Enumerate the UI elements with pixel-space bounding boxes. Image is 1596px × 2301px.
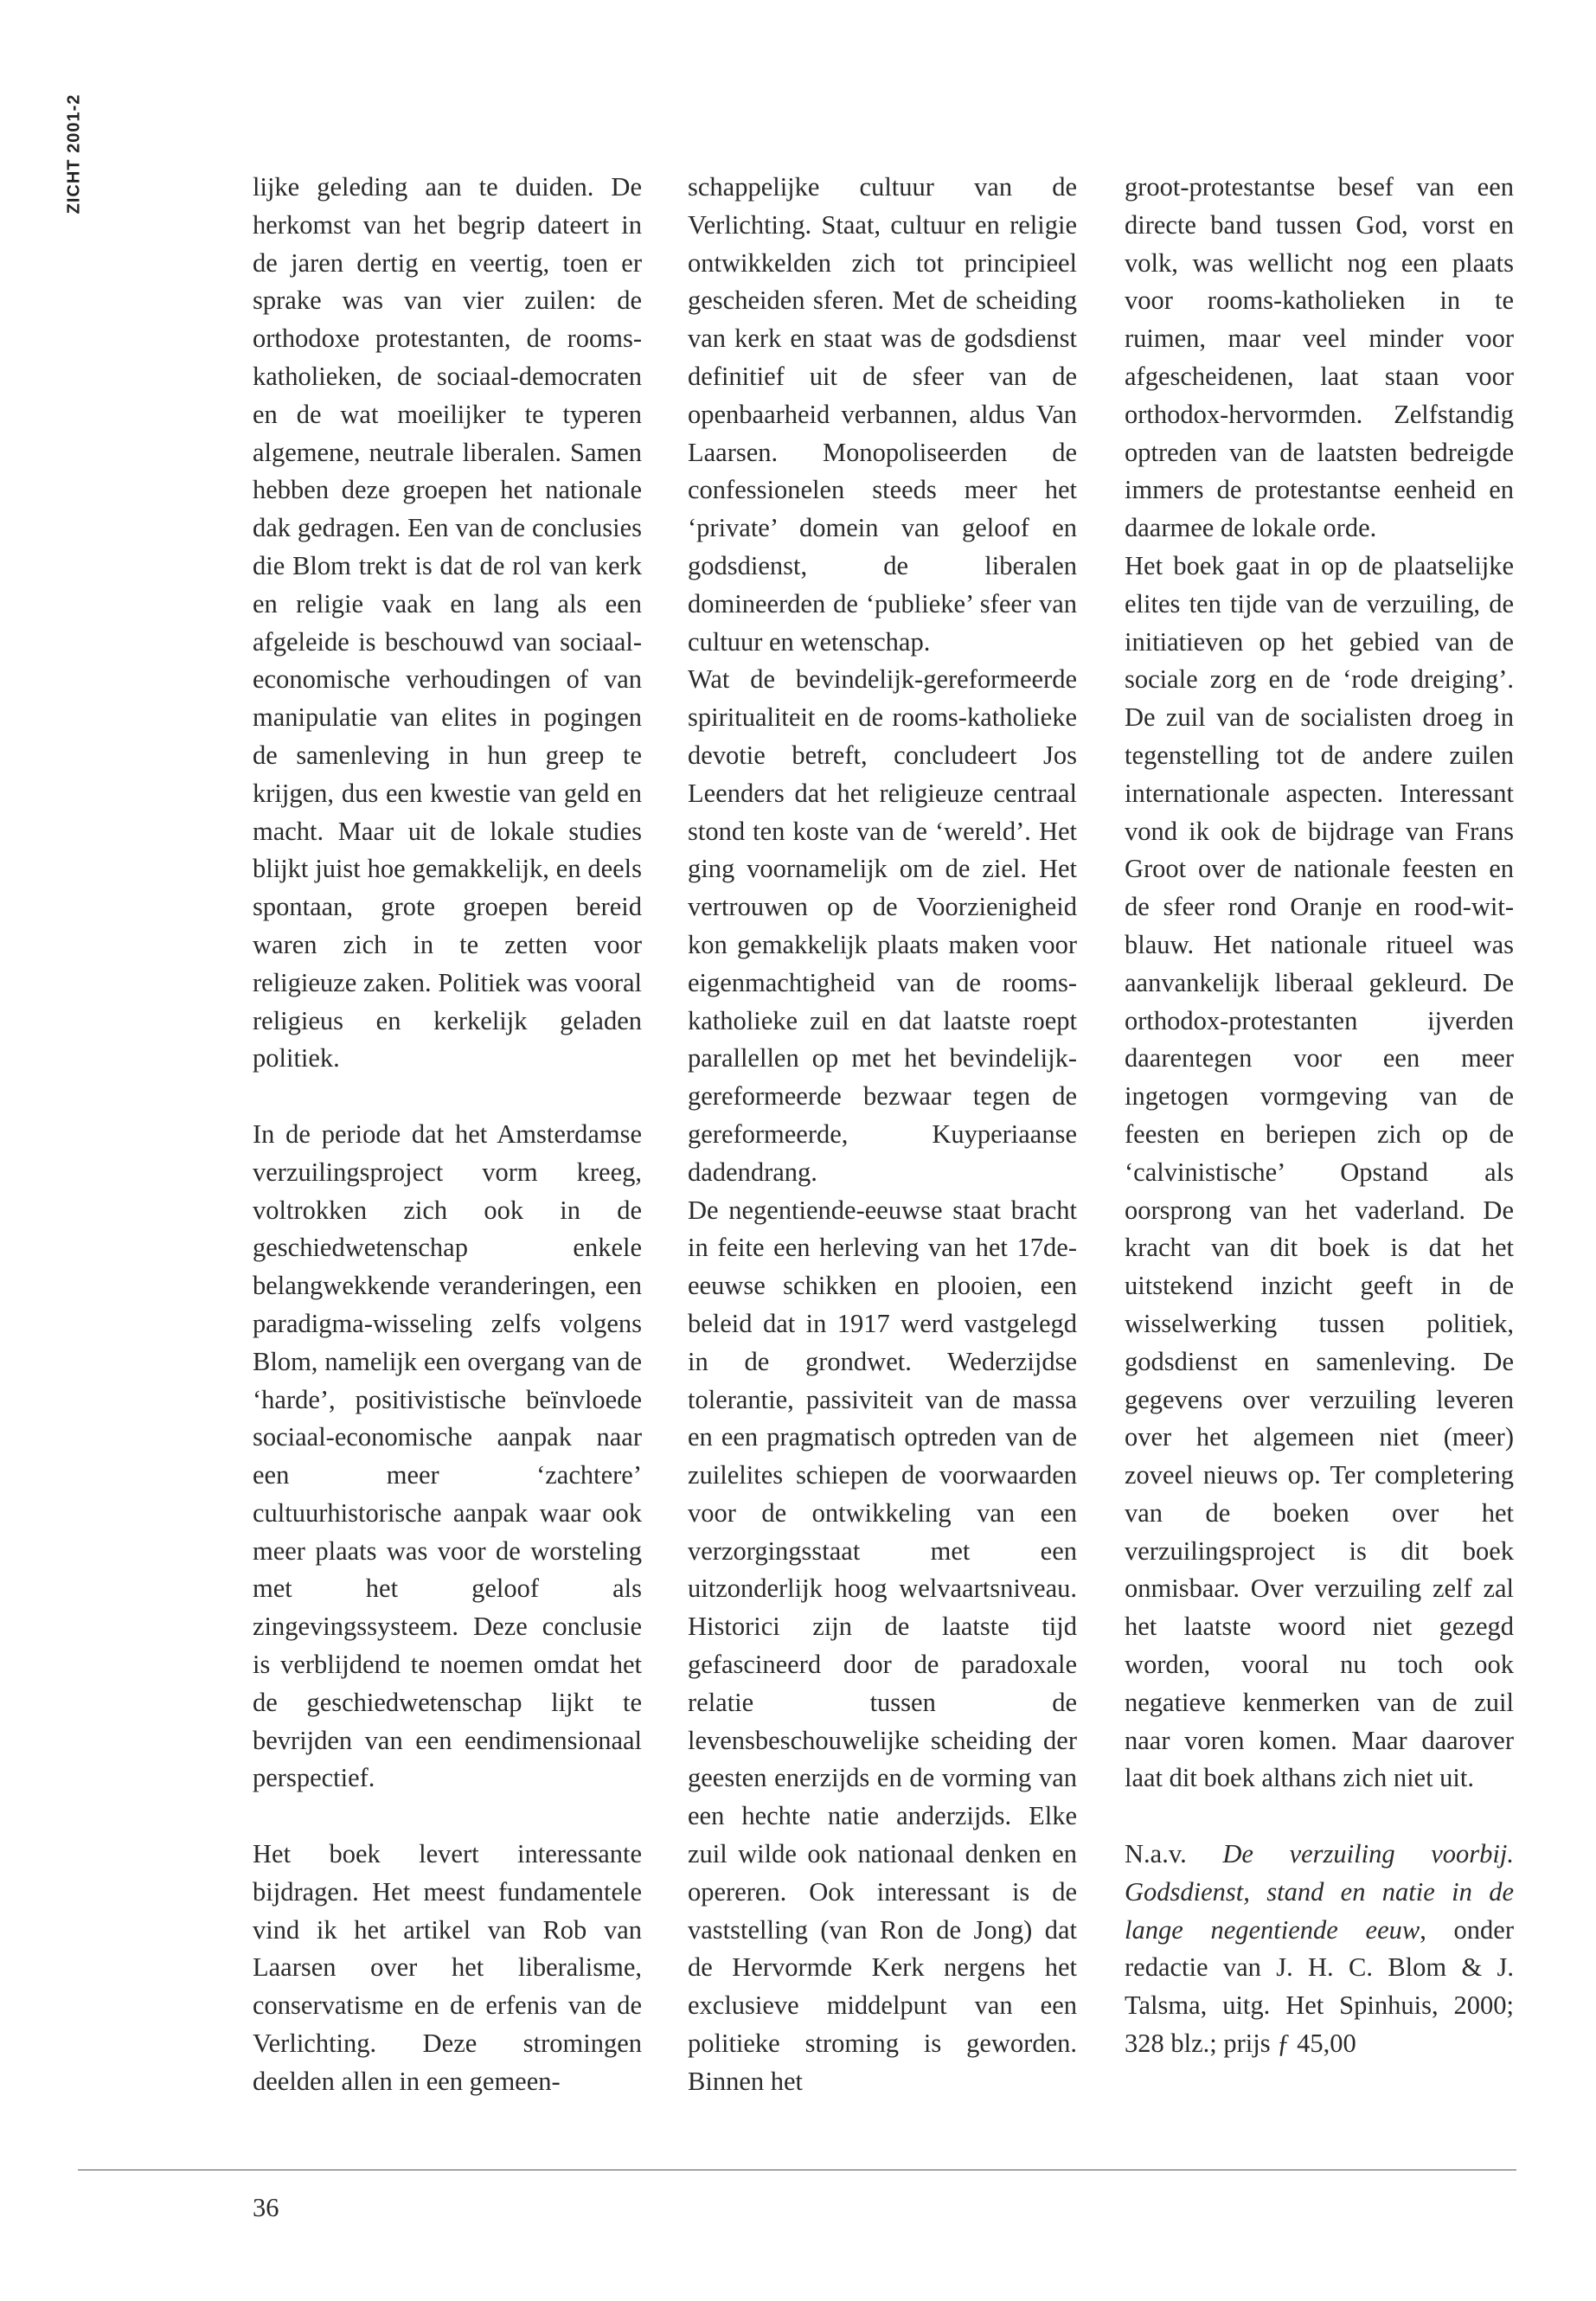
journal-issue-label: ZICHT 2001-2	[64, 93, 84, 215]
text-column-1	[253, 169, 642, 2101]
book-reference	[1125, 1836, 1514, 2063]
book-title: De verzuiling voorbij. Godsdienst, stand en natie in de lange negentiende eeuw	[1125, 1839, 1514, 1945]
paragraph: De negentiende-eeuwse staat bracht in feite een herleving van het 17de-eeuwse schikken en plooien, een beleid dat in 1917 werd vastgelegd in de grondwet. Wederzijdse tolerantie, passiviteit van de massa en een pragmatisch optreden van de zuilelites schiepen de voorwaarden voor de ontwikkeling van een verzorgingsstaat met een uitzonderlijk hoog welvaartsniveau. Historici zijn de laatste tijd gefascineerd door de paradoxale relatie tussen de levensbeschouwelijke scheiding der geesten enerzijds en de vorming van een hechte natie anderzijds. Elke zuil wilde ook nationaal denken en opereren. Ook interessant is de vaststelling (van Ron de Jong) dat de Hervormde Kerk nergens het exclusieve middelpunt van een politieke stroming is geworden. Binnen het	[688, 1195, 1077, 2096]
text-column-3	[1125, 169, 1514, 2063]
text-column-2	[688, 169, 1077, 2101]
paragraph: In de periode dat het Amsterdamse verzuilingsproject vorm kreeg, voltrokken zich ook in de geschiedwetenschap enkele belangwekkende veranderingen, een paradigma-wisseling zelfs volgens Blom, namelijk een overgang van de ‘harde’, positivistische beïnvloede sociaal-economische aanpak naar een meer ‘zachtere’ cultuurhistorische aanpak waar ook meer plaats was voor de worsteling met het geloof als zingevingssysteem. Deze conclusie is verblijdend te noemen omdat het de geschiedwetenschap lijkt te bevrijden van een eendimensionaal perspectief.	[253, 1118, 642, 1793]
book-reference-prefix: N.a.v.	[1125, 1839, 1223, 1869]
paragraph: lijke geleding aan te duiden. De herkomst van het begrip dateert in de jaren dertig en veertig, toen er sprake was van vier zuilen: de orthodoxe protestanten, de rooms-katholieken, de sociaal-democraten en de wat moeilijker te typeren algemene, neutrale liberalen. Samen hebben deze groepen het nationale dak gedragen. Een van de conclusies die Blom trekt is dat de rol van kerk en religie vaak en lang als een afgeleide is beschouwd van sociaal-economische verhoudingen of van manipulatie van elites in pogingen de samenleving in hun greep te krijgen, dus een kwestie van geld en macht. Maar uit de lokale studies blijkt juist hoe gemakkelijk, en deels spontaan, grote groepen bereid waren zich in te zetten voor religieuze zaken. Politiek was vooral religieus en kerkelijk geladen politiek.	[253, 172, 642, 1074]
paragraph: Het boek gaat in op de plaatselijke elites ten tijde van de verzuiling, de initiatieven op het gebied van de sociale zorg en de ‘rode dreiging’. De zuil van de socialisten droeg in tegenstelling tot de andere zuilen internationale aspecten. Interessant vond ik ook de bijdrage van Frans Groot over de nationale feesten en de sfeer rond Oranje en rood-wit-blauw. Het nationale ritueel was aanvankelijk liberaal gekleurd. De orthodox-protestanten ijverden daarentegen voor een meer ingetogen vormgeving van de feesten en beriepen zich op de ‘calvinistische’ Opstand als oorsprong van het vaderland. De kracht van dit boek is dat het uitstekend inzicht geeft in de wisselwerking tussen politiek, godsdienst en samenleving. De gegevens over verzuiling leveren over het algemeen niet (meer) zoveel nieuws op. Ter completering van de boeken over het verzuilingsproject is dit boek onmisbaar. Over verzuiling zelf zal het laatste woord niet gezegd worden, vooral nu toch ook negatieve kenmerken van de zuil naar voren komen. Maar daarover laat dit boek althans zich niet uit.	[1125, 550, 1514, 1793]
paragraph: schappelijke cultuur van de Verlichting. Staat, cultuur en religie ontwikkelden zich tot principieel gescheiden sferen. Met de scheiding van kerk en staat was de godsdienst definitief uit de sfeer van de openbaarheid verbannen, aldus Van Laarsen. Monopoliseerden de confessionelen steeds meer het ‘private’ domein van geloof en godsdienst, de liberalen domineerden de ‘publieke’ sfeer van cultuur en wetenschap.	[688, 172, 1077, 657]
paragraph: groot-protestantse besef van een directe band tussen God, vorst en volk, was wellicht nog een plaats voor rooms-katholieken in te ruimen, maar veel minder voor afgescheidenen, laat staan voor orthodox-hervormden. Zelfstandig optreden van de laatsten bedreigde immers de protestantse eenheid en daarmee de lokale orde.	[1125, 172, 1514, 543]
paragraph: Het boek levert interessante bijdragen. Het meest fundamentele vind ik het artikel van Rob van Laarsen over het liberalisme, conservatisme en de erfenis van de Verlichting. Deze stromingen deelden allen in een gemeen-	[253, 1839, 642, 2096]
page-number: 36	[253, 2193, 279, 2222]
paragraph: Wat de bevindelijk-gereformeerde spiritualiteit en de rooms-katholieke devotie betreft, concludeert Jos Leenders dat het religieuze centraal stond ten koste van de ‘wereld’. Het ging voornamelijk om de ziel. Het vertrouwen op de Voorzienigheid kon gemakkelijk plaats maken voor eigenmachtigheid van de rooms-katholieke zuil en dat laatste roept parallellen op met het bevindelijk-gereformeerde bezwaar tegen de gereformeerde, Kuyperiaanse dadendrang.	[688, 664, 1077, 1187]
book-reference-details: , onder redactie van J. H. C. Blom & J. Talsma, uitg. Het Spinhuis, 2000; 328 blz.; prijs ƒ 45,00	[1125, 1914, 1515, 2059]
